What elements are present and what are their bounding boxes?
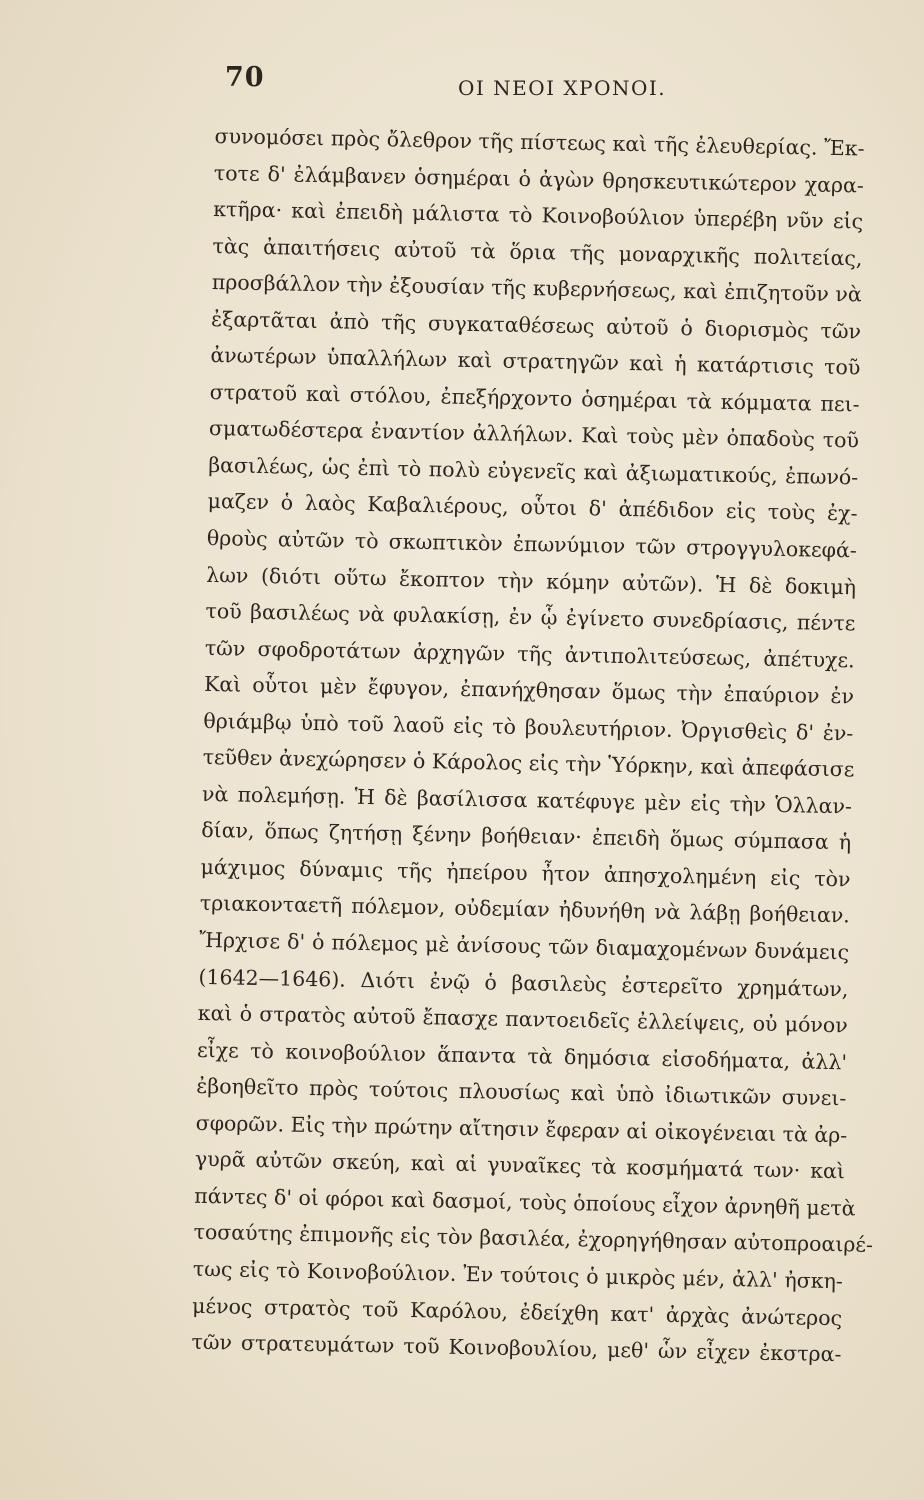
text-line: εἶχε τὸ κοινοβούλιον ἅπαντα τὰ δημόσια εἰσοδήματα, ἀλλ' (196, 1037, 848, 1074)
text-line: τεῦθεν ἀνεχώρησεν ὁ Κάρολος εἰς τὴν Ὑόρκην, καὶ ἀπεφάσισε (202, 745, 855, 782)
text-line: μαζεν ὁ λαὸς Καβαλιέρους, οὗτοι δ' ἀπέδιδον εἰς τοὺς ἐχ- (207, 489, 858, 526)
text-line: δίαν, ὅπως ζητήσῃ ξένην βοήθειαν· ἐπειδὴ ὅμως σύμπασα ἡ (201, 818, 852, 855)
text-line: νὰ πολεμήσῃ. Ἡ δὲ βασίλισσα κατέφυγε μὲν εἰς τὴν Ὁλλαν- (201, 781, 853, 819)
text-line: τοτε δ' ἐλάμβανεν ὁσημέραι ὁ ἀγὼν θρησκευτικώτερον χαρα- (213, 160, 865, 198)
text-line: τοῦ βασιλέως νὰ φυλακίσῃ, ἐν ᾧ ἐγίνετο συνεδρίασις, πέντε (205, 599, 856, 636)
text-line: λων (διότι οὕτω ἔκοπτον τὴν κόμην αὐτῶν). Ἡ δὲ δοκιμὴ (206, 562, 857, 599)
text-line: (1642—1646). Διότι ἐνῷ ὁ βασιλεὺς ἐστερεῖτο χρημάτων, (198, 964, 849, 1001)
text-line: τῶν στρατευμάτων τοῦ Κοινοβουλίου, μεθ' ὧν εἶχεν ἐκστρα- (191, 1329, 842, 1367)
text-line: προσβάλλον τὴν ἐξουσίαν τῆς κυβερνήσεως, καὶ ἐπιζητοῦν νὰ (211, 270, 862, 307)
text-line: πάντες δ' οἱ φόροι καὶ δασμοί, τοὺς ὁποίους εἶχον ἀρνηθῆ μετὰ (194, 1183, 856, 1221)
text-line: τριακονταετῆ πόλεμον, οὐδεμίαν ἠδυνήθη νὰ λάβῃ βοήθειαν. (199, 891, 851, 928)
text-line: σματωδέστερα ἐναντίον ἀλλήλων. Καὶ τοὺς μὲν ὀπαδοὺς τοῦ (208, 416, 860, 453)
body-text (191, 118, 874, 1373)
text-line: θριάμβῳ ὑπὸ τοῦ λαοῦ εἰς τὸ βουλευτήριον. Ὀργισθεὶς δ' ἐν- (203, 708, 854, 746)
text-line: κτῆρα· καὶ ἐπειδὴ μάλιστα τὸ Κοινοβούλιον ὑπερέβη νῦν εἰς (213, 197, 864, 234)
text-line: στρατοῦ καὶ στόλου, ἐπεξήρχοντο ὁσημέραι τὰ κόμματα πει- (209, 379, 860, 417)
page-header (225, 62, 845, 102)
text-line: γυρᾶ αὐτῶν σκεύη, καὶ αἱ γυναῖκες τὰ κοσμήματά των· καὶ (194, 1147, 846, 1184)
text-line: τὰς ἀπαιτήσεις αὐτοῦ τὰ ὅρια τῆς μοναρχικῆς πολιτείας, (212, 233, 863, 271)
running-title: ΟΙ ΝΕΟΙ ΧΡΟΝΟΙ. (458, 76, 667, 100)
text-line: καὶ ὁ στρατὸς αὐτοῦ ἔπασχε παντοειδεῖς ἐλλείψεις, οὐ μόνον (197, 1000, 848, 1038)
text-line: ἀνωτέρων ὑπαλλήλων καὶ στρατηγῶν καὶ ἡ κατάρτισις τοῦ (210, 343, 861, 380)
text-line: θροὺς αὐτῶν τὸ σκωπτικὸν ἐπωνύμιον τῶν στρογγυλοκεφά- (206, 525, 858, 563)
text-line: Ἤρχισε δ' ὁ πόλεμος μὲ ἀνίσους τῶν διαμαχομένων δυνάμεις (198, 927, 850, 965)
text-line: μένος στρατὸς τοῦ Καρόλου, ἐδείχθη κατ' ἀρχὰς ἀνώτερος (191, 1293, 843, 1330)
text-line: ἐβοηθεῖτο πρὸς τούτοις πλουσίως καὶ ὑπὸ ἰδιωτικῶν συνει- (196, 1074, 847, 1111)
text-line: τῶν σφοδροτάτων ἀρχηγῶν τῆς ἀντιπολιτεύσεως, ἀπέτυχε. (204, 635, 855, 673)
page-number: 70 (225, 62, 265, 93)
text-line: ἐξαρτᾶται ἀπὸ τῆς συγκαταθέσεως αὐτοῦ ὁ διορισμὸς τῶν (210, 306, 862, 344)
text-line: τοσαύτης ἐπιμονῆς εἰς τὸν βασιλέα, ἐχορηγήθησαν αὐτοπροαιρέ- (193, 1220, 874, 1258)
text-line: μάχιμος δύναμις τῆς ἠπείρου ἦτον ἀπησχολημένη εἰς τὸν (200, 854, 851, 892)
text-line: συνομόσει πρὸς ὄλεθρον τῆς πίστεως καὶ τῆς ἐλευθερίας. Ἔκ- (214, 123, 865, 161)
text-line: βασιλέως, ὡς ἐπὶ τὸ πολὺ εὐγενεῖς καὶ ἀξιωματικούς, ἐπωνό- (208, 452, 859, 490)
text-line: τως εἰς τὸ Κοινοβούλιον. Ἐν τούτοις ὁ μικρὸς μέν, ἀλλ' ἠσκη- (192, 1256, 844, 1294)
text-line: Καὶ οὗτοι μὲν ἔφυγον, ἐπανήχθησαν ὅμως τὴν ἐπαύριον ἐν (203, 672, 855, 709)
text-line: σφορῶν. Εἰς τὴν πρώτην αἴτησιν ἔφεραν αἱ οἰκογένειαι τὰ ἀρ- (195, 1110, 848, 1148)
